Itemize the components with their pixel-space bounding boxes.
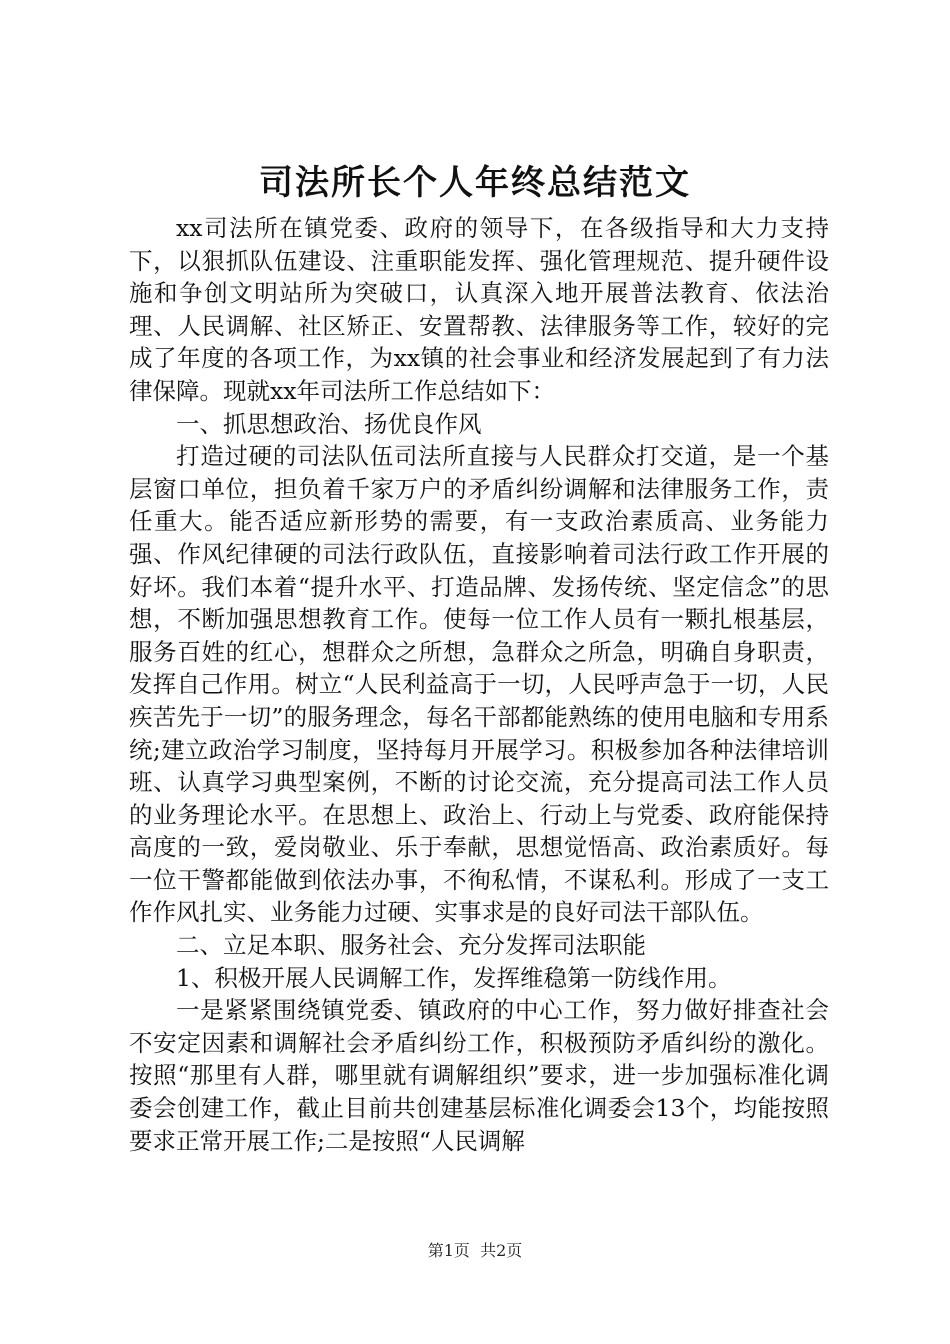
page-number: 第1页 共2页	[427, 1241, 523, 1260]
paragraph-subsection-1: 一是紧紧围绕镇党委、镇政府的中心工作，努力做好排查社会不安定因素和调解社会矛盾纠纷工作，积极预防矛盾纠纷的激化。按照“那里有人群，哪里就有调解组织”要求，进一步加强标准化调委会创建工作，截止目前共创建基层标准化调委会13个，均能按照要求正常开展工作;二是按照“人民调解	[129, 996, 829, 1155]
section-heading-2: 二、立足本职、服务社会、充分发挥司法职能	[176, 931, 646, 960]
document-title: 司法所长个人年终总结范文	[259, 163, 691, 203]
paragraph-section-1: 打造过硬的司法队伍司法所直接与人民群众打交道，是一个基层窗口单位，担负着千家万户的矛盾纠纷调解和法律服务工作，责任重大。能否适应新形势的需要，有一支政治素质高、业务能力强、作风纪律硬的司法行政队伍，直接影响着司法行政工作开展的好坏。我们本着“提升水平、打造品牌、发扬传统、坚定信念”的思想，不断加强思想教育工作。使每一位工作人员有一颗扎根基层，服务百姓的红心，想群众之所想，急群众之所急，明确自身职责，发挥自己作用。树立“人民利益高于一切，人民呼声急于一切，人民疾苦先于一切”的服务理念，每名干部都能熟练的使用电脑和专用系统;建立政治学习制度，坚持每月开展学习。积极参加各种法律培训班、认真学习典型案例，不断的讨论交流，充分提高司法工作人员的业务理论水平。在思想上、政治上、行动上与党委、政府能保持高度的一致，爱岗敬业、乐于奉献，思想觉悟高、政治素质好。每一位干警都能做到依法办事，不徇私情，不谋私利。形成了一支工作作风扎实、业务能力过硬、实事求是的良好司法干部队伍。	[129, 442, 829, 927]
paragraph-intro: xx司法所在镇党委、政府的领导下，在各级指导和大力支持下，以狠抓队伍建设、注重职能发挥、强化管理规范、提升硬件设施和争创文明站所为突破口，认真深入地开展普法教育、依法治理、人民调解、社区矫正、安置帮教、法律服务等工作，较好的完成了年度的各项工作，为xx镇的社会事业和经济发展起到了有力法律保障。现就xx年司法所工作总结如下：	[129, 214, 829, 405]
section-heading-1: 一、抓思想政治、扬优良作风	[176, 409, 482, 438]
page-footer	[0, 1240, 950, 1262]
subsection-heading-1: 1、积极开展人民调解工作，发挥维稳第一防线作用。	[176, 963, 732, 992]
document-body	[129, 212, 829, 1157]
